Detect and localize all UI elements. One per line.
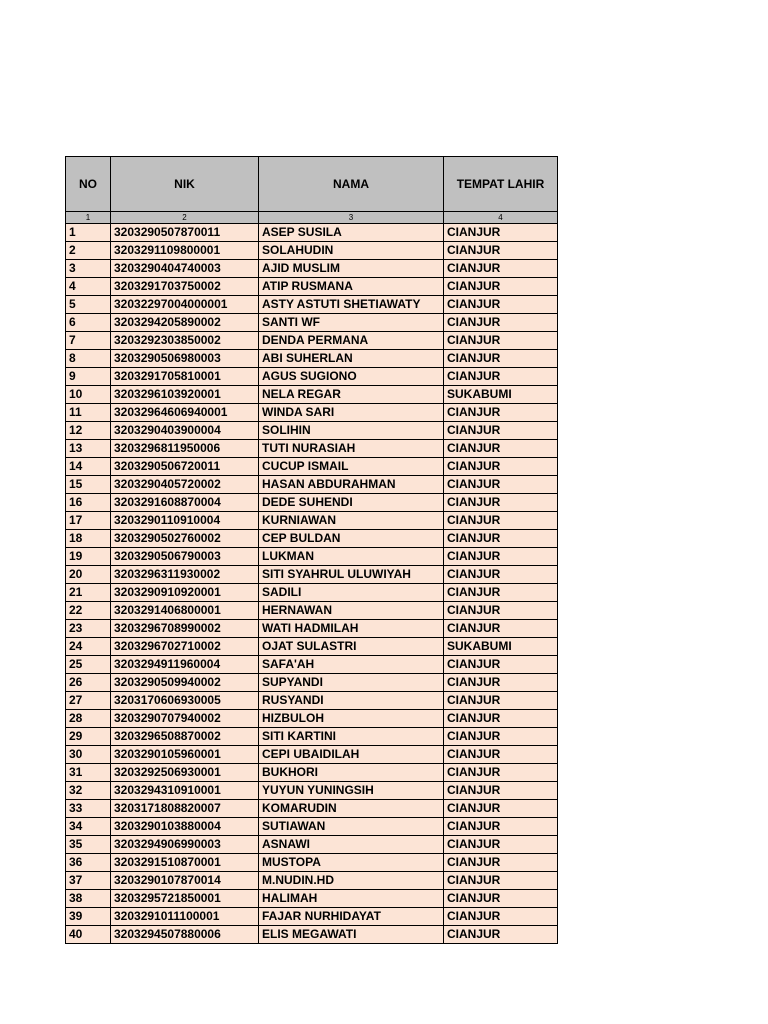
cell-nik: 3203290910920001: [111, 584, 259, 602]
cell-nama: DENDA PERMANA: [259, 332, 444, 350]
cell-tempat-lahir: CIANJUR: [444, 476, 558, 494]
cell-nama: HALIMAH: [259, 890, 444, 908]
table-row: [66, 908, 558, 926]
cell-tempat-lahir: CIANJUR: [444, 332, 558, 350]
cell-no: 36: [66, 854, 111, 872]
cell-nik: 3203294911960004: [111, 656, 259, 674]
cell-no: 15: [66, 476, 111, 494]
table-row: [66, 296, 558, 314]
cell-no: 29: [66, 728, 111, 746]
cell-nik: 3203290506980003: [111, 350, 259, 368]
table-row: [66, 710, 558, 728]
cell-no: 26: [66, 674, 111, 692]
table-row: [66, 242, 558, 260]
cell-tempat-lahir: CIANJUR: [444, 242, 558, 260]
cell-tempat-lahir: CIANJUR: [444, 890, 558, 908]
cell-nama: BUKHORI: [259, 764, 444, 782]
cell-nama: SUTIAWAN: [259, 818, 444, 836]
table-row: [66, 890, 558, 908]
cell-nik: 3203290707940002: [111, 710, 259, 728]
cell-nik: 3203290110910004: [111, 512, 259, 530]
cell-nik: 3203296702710002: [111, 638, 259, 656]
cell-nama: ABI SUHERLAN: [259, 350, 444, 368]
cell-no: 20: [66, 566, 111, 584]
table-body: [66, 224, 558, 944]
cell-nik: 3203295721850001: [111, 890, 259, 908]
cell-tempat-lahir: CIANJUR: [444, 314, 558, 332]
table-row: [66, 782, 558, 800]
table-row: [66, 854, 558, 872]
table-row: [66, 404, 558, 422]
cell-nama: OJAT SULASTRI: [259, 638, 444, 656]
cell-nama: ASTY ASTUTI SHETIAWATY: [259, 296, 444, 314]
table-row: [66, 926, 558, 944]
cell-nik: 3203292506930001: [111, 764, 259, 782]
cell-tempat-lahir: CIANJUR: [444, 836, 558, 854]
cell-nama: RUSYANDI: [259, 692, 444, 710]
cell-nama: NELA REGAR: [259, 386, 444, 404]
cell-tempat-lahir: CIANJUR: [444, 872, 558, 890]
cell-no: 21: [66, 584, 111, 602]
header-tempat-lahir: TEMPAT LAHIR: [444, 157, 558, 212]
table-row: [66, 440, 558, 458]
cell-no: 6: [66, 314, 111, 332]
cell-no: 25: [66, 656, 111, 674]
cell-nama: ELIS MEGAWATI: [259, 926, 444, 944]
table-row: [66, 728, 558, 746]
cell-nama: ASNAWI: [259, 836, 444, 854]
table-row: [66, 278, 558, 296]
cell-nik: 3203294906990003: [111, 836, 259, 854]
cell-tempat-lahir: CIANJUR: [444, 656, 558, 674]
cell-nik: 3203294507880006: [111, 926, 259, 944]
column-number: 2: [111, 212, 259, 224]
table-row: [66, 332, 558, 350]
cell-nik: 3203294205890002: [111, 314, 259, 332]
cell-no: 17: [66, 512, 111, 530]
cell-no: 2: [66, 242, 111, 260]
table-row: [66, 386, 558, 404]
cell-nik: 3203294310910001: [111, 782, 259, 800]
column-number: 3: [259, 212, 444, 224]
cell-nama: HASAN ABDURAHMAN: [259, 476, 444, 494]
table-row: [66, 872, 558, 890]
cell-nik: 3203291608870004: [111, 494, 259, 512]
column-number: 4: [444, 212, 558, 224]
cell-tempat-lahir: SUKABUMI: [444, 386, 558, 404]
cell-tempat-lahir: CIANJUR: [444, 854, 558, 872]
cell-tempat-lahir: CIANJUR: [444, 530, 558, 548]
cell-nik: 3203296811950006: [111, 440, 259, 458]
cell-nama: AJID MUSLIM: [259, 260, 444, 278]
cell-tempat-lahir: CIANJUR: [444, 926, 558, 944]
cell-nama: AGUS SUGIONO: [259, 368, 444, 386]
table-row: [66, 476, 558, 494]
cell-no: 30: [66, 746, 111, 764]
cell-nama: CEPI UBAIDILAH: [259, 746, 444, 764]
cell-no: 40: [66, 926, 111, 944]
cell-nama: KURNIAWAN: [259, 512, 444, 530]
cell-tempat-lahir: CIANJUR: [444, 764, 558, 782]
table-row: [66, 674, 558, 692]
cell-tempat-lahir: CIANJUR: [444, 458, 558, 476]
cell-nik: 3203290404740003: [111, 260, 259, 278]
cell-nik: 3203290507870011: [111, 224, 259, 242]
cell-no: 4: [66, 278, 111, 296]
table-row: [66, 566, 558, 584]
cell-tempat-lahir: CIANJUR: [444, 602, 558, 620]
cell-no: 35: [66, 836, 111, 854]
cell-nama: SUPYANDI: [259, 674, 444, 692]
table-row: [66, 800, 558, 818]
table-row: [66, 548, 558, 566]
cell-tempat-lahir: CIANJUR: [444, 224, 558, 242]
cell-tempat-lahir: SUKABUMI: [444, 638, 558, 656]
table-row: [66, 458, 558, 476]
cell-tempat-lahir: CIANJUR: [444, 440, 558, 458]
table-row: [66, 422, 558, 440]
cell-nama: YUYUN YUNINGSIH: [259, 782, 444, 800]
cell-no: 19: [66, 548, 111, 566]
cell-no: 39: [66, 908, 111, 926]
cell-tempat-lahir: CIANJUR: [444, 260, 558, 278]
cell-nama: MUSTOPA: [259, 854, 444, 872]
cell-no: 13: [66, 440, 111, 458]
cell-tempat-lahir: CIANJUR: [444, 620, 558, 638]
cell-no: 28: [66, 710, 111, 728]
cell-nama: ATIP RUSMANA: [259, 278, 444, 296]
cell-nama: WINDA SARI: [259, 404, 444, 422]
table-row: [66, 368, 558, 386]
cell-nama: DEDE SUHENDI: [259, 494, 444, 512]
cell-no: 3: [66, 260, 111, 278]
table-row: [66, 494, 558, 512]
cell-nik: 3203296311930002: [111, 566, 259, 584]
cell-nik: 3203291703750002: [111, 278, 259, 296]
table-row: [66, 656, 558, 674]
cell-no: 14: [66, 458, 111, 476]
cell-nama: FAJAR NURHIDAYAT: [259, 908, 444, 926]
table-row: [66, 836, 558, 854]
cell-no: 10: [66, 386, 111, 404]
cell-tempat-lahir: CIANJUR: [444, 692, 558, 710]
header-nama: NAMA: [259, 157, 444, 212]
cell-no: 1: [66, 224, 111, 242]
table-row: [66, 584, 558, 602]
column-number: 1: [66, 212, 111, 224]
table-row: [66, 224, 558, 242]
header-no: NO: [66, 157, 111, 212]
cell-tempat-lahir: CIANJUR: [444, 404, 558, 422]
table-row: [66, 764, 558, 782]
cell-no: 9: [66, 368, 111, 386]
cell-no: 27: [66, 692, 111, 710]
cell-tempat-lahir: CIANJUR: [444, 296, 558, 314]
cell-nik: 3203291510870001: [111, 854, 259, 872]
cell-tempat-lahir: CIANJUR: [444, 566, 558, 584]
cell-nama: M.NUDIN.HD: [259, 872, 444, 890]
cell-no: 7: [66, 332, 111, 350]
cell-tempat-lahir: CIANJUR: [444, 494, 558, 512]
table-row: [66, 260, 558, 278]
cell-no: 8: [66, 350, 111, 368]
cell-tempat-lahir: CIANJUR: [444, 908, 558, 926]
cell-no: 32: [66, 782, 111, 800]
header-row: [66, 157, 558, 212]
cell-nik: 3203290509940002: [111, 674, 259, 692]
cell-nik: 3203291109800001: [111, 242, 259, 260]
data-table: [65, 156, 558, 944]
cell-nik: 3203290107870014: [111, 872, 259, 890]
table-row: [66, 638, 558, 656]
cell-no: 11: [66, 404, 111, 422]
cell-tempat-lahir: CIANJUR: [444, 278, 558, 296]
cell-tempat-lahir: CIANJUR: [444, 368, 558, 386]
header-nik: NIK: [111, 157, 259, 212]
table-row: [66, 620, 558, 638]
table-row: [66, 512, 558, 530]
cell-nik: 3203291705810001: [111, 368, 259, 386]
cell-tempat-lahir: CIANJUR: [444, 746, 558, 764]
cell-tempat-lahir: CIANJUR: [444, 728, 558, 746]
cell-no: 5: [66, 296, 111, 314]
cell-nik: 3203290506790003: [111, 548, 259, 566]
cell-nama: SITI KARTINI: [259, 728, 444, 746]
cell-nik: 3203170606930005: [111, 692, 259, 710]
cell-nik: 3203171808820007: [111, 800, 259, 818]
cell-nama: CUCUP ISMAIL: [259, 458, 444, 476]
cell-nik: 3203290506720011: [111, 458, 259, 476]
cell-tempat-lahir: CIANJUR: [444, 800, 558, 818]
cell-no: 34: [66, 818, 111, 836]
cell-nik: 3203290403900004: [111, 422, 259, 440]
cell-nama: SAFA'AH: [259, 656, 444, 674]
cell-tempat-lahir: CIANJUR: [444, 548, 558, 566]
cell-nik: 32032297004000001: [111, 296, 259, 314]
cell-nama: SANTI WF: [259, 314, 444, 332]
table-row: [66, 746, 558, 764]
cell-nik: 3203296708990002: [111, 620, 259, 638]
table-row: [66, 692, 558, 710]
cell-nama: SOLAHUDIN: [259, 242, 444, 260]
cell-nama: ASEP SUSILA: [259, 224, 444, 242]
cell-no: 22: [66, 602, 111, 620]
cell-nama: WATI HADMILAH: [259, 620, 444, 638]
cell-nik: 3203290105960001: [111, 746, 259, 764]
cell-nama: HERNAWAN: [259, 602, 444, 620]
cell-no: 24: [66, 638, 111, 656]
cell-nik: 3203291011100001: [111, 908, 259, 926]
column-number-row: [66, 212, 558, 224]
cell-no: 31: [66, 764, 111, 782]
cell-nama: CEP BULDAN: [259, 530, 444, 548]
cell-no: 33: [66, 800, 111, 818]
cell-nik: 3203290103880004: [111, 818, 259, 836]
cell-tempat-lahir: CIANJUR: [444, 818, 558, 836]
cell-no: 16: [66, 494, 111, 512]
cell-tempat-lahir: CIANJUR: [444, 782, 558, 800]
cell-no: 23: [66, 620, 111, 638]
table-row: [66, 530, 558, 548]
table-row: [66, 818, 558, 836]
cell-tempat-lahir: CIANJUR: [444, 422, 558, 440]
cell-tempat-lahir: CIANJUR: [444, 710, 558, 728]
cell-no: 18: [66, 530, 111, 548]
cell-no: 38: [66, 890, 111, 908]
cell-nik: 3203296508870002: [111, 728, 259, 746]
table-row: [66, 602, 558, 620]
cell-nik: 32032964606940001: [111, 404, 259, 422]
cell-no: 12: [66, 422, 111, 440]
table-row: [66, 314, 558, 332]
cell-nama: SOLIHIN: [259, 422, 444, 440]
cell-nik: 3203291406800001: [111, 602, 259, 620]
cell-tempat-lahir: CIANJUR: [444, 512, 558, 530]
cell-nama: HIZBULOH: [259, 710, 444, 728]
cell-nik: 3203290502760002: [111, 530, 259, 548]
table-row: [66, 350, 558, 368]
cell-nama: TUTI NURASIAH: [259, 440, 444, 458]
cell-nama: LUKMAN: [259, 548, 444, 566]
cell-nik: 3203296103920001: [111, 386, 259, 404]
cell-nama: SADILI: [259, 584, 444, 602]
cell-nama: KOMARUDIN: [259, 800, 444, 818]
table-header: [66, 157, 558, 224]
cell-nik: 3203292303850002: [111, 332, 259, 350]
cell-nama: SITI SYAHRUL ULUWIYAH: [259, 566, 444, 584]
cell-tempat-lahir: CIANJUR: [444, 584, 558, 602]
cell-nik: 3203290405720002: [111, 476, 259, 494]
cell-tempat-lahir: CIANJUR: [444, 674, 558, 692]
cell-no: 37: [66, 872, 111, 890]
cell-tempat-lahir: CIANJUR: [444, 350, 558, 368]
